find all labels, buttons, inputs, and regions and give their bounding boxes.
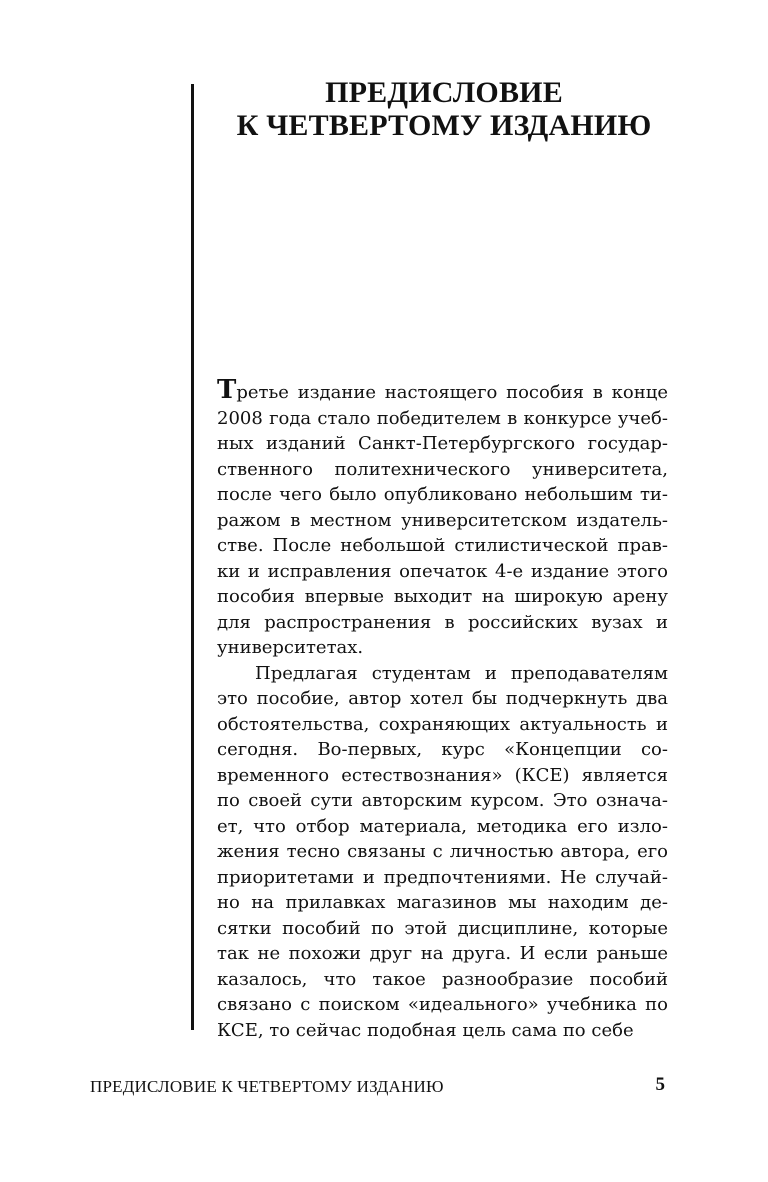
page-number: 5 <box>655 1074 665 1095</box>
chapter-title <box>200 76 688 142</box>
paragraph-1 <box>217 375 668 661</box>
chapter-title-line-2: К ЧЕТВЕРТОМУ ИЗДАНИЮ <box>236 109 652 142</box>
paragraph-1-text: ретье издание настоящего пособия в конце 2008 года стало победителем в конкурсе учебных изданий Санкт-Петербургского государственного политехнического университета, после чего было опубликовано небольшим тиражом в местном университетском издательстве. После небольшой стилистической правки и исправления опечаток 4-е издание этого пособия впервые выходит на широкую арену для распространения в российских вузах и университетах. <box>217 382 668 658</box>
paragraph-2: Предлагая студентам и преподавателям это пособие, автор хотел бы подчеркнуть два обстоятельства, сохраняющих актуальность и сегодня. Во-первых, курс «Концепции современного естествознания» (КСЕ) является по своей сути авторским курсом. Это означает, что отбор материала, методика его изложения тесно связаны с личностью автора, его приоритетами и предпочтениями. Не случайно на прилавках магазинов мы находим десятки пособий по этой дисциплине, которые так не похожи друг на друга. И если раньше казалось, что такое разнообразие пособий связано с поиском «идеального» учебника по КСЕ, то сейчас подобная цель сама по себе <box>217 662 668 1041</box>
vertical-rule <box>191 84 194 1030</box>
drop-cap: Т <box>217 375 237 405</box>
chapter-title-line-1: ПРЕДИСЛОВИЕ <box>325 76 563 109</box>
running-footer-title: ПРЕДИСЛОВИЕ К ЧЕТВЕРТОМУ ИЗДАНИЮ <box>90 1077 444 1096</box>
body-text <box>217 375 668 1043</box>
